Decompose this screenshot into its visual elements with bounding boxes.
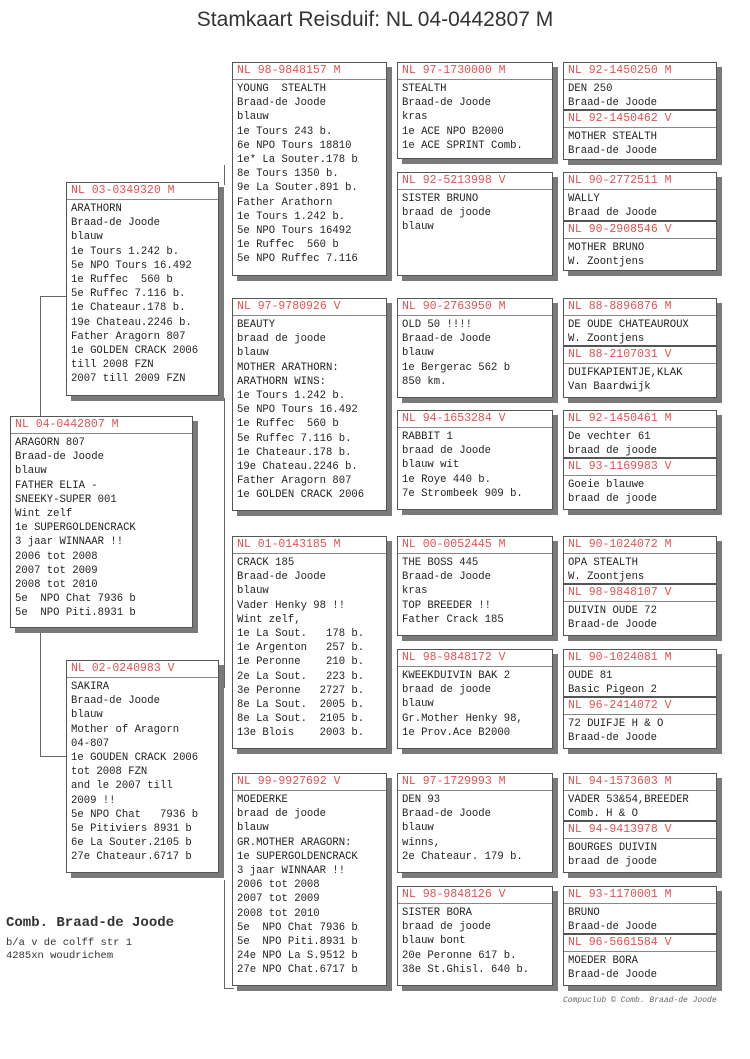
pigeon-detail-line: VADER 53&54,BREEDER (568, 794, 689, 806)
pigeon-detail-line: 19e Chateau.2246 b. (237, 461, 358, 474)
pigeon-card-fff (397, 62, 553, 159)
pigeon-detail-line: kras (402, 111, 428, 124)
pigeon-details (564, 554, 716, 584)
pigeon-details (233, 316, 386, 505)
pigeon-detail-line: 1e Tours 1.242 b. (237, 390, 346, 403)
pigeon-card-father (66, 182, 219, 396)
pigeon-detail-line: blauw (15, 465, 47, 478)
pigeon-detail-line: 2e Chateaur. 179 b. (402, 850, 523, 863)
pigeon-card-mmf (397, 773, 553, 873)
pigeon-card-fmm (397, 410, 553, 510)
pigeon-detail-line: TOP BREEDER !! (402, 599, 492, 612)
pigeon-detail-line: 1e Ruffec 560 b (237, 418, 339, 431)
ring-number: NL 97-1729993 M (398, 774, 552, 791)
pigeon-detail-line: Braad-de Joode (402, 571, 492, 584)
pigeon-detail-line: blauw (402, 698, 434, 711)
pigeon-detail-line: MOEDER BORA (568, 955, 638, 967)
pigeon-detail-line: 2008 tot 2010 (237, 907, 320, 920)
pigeon-detail-line: Braad-de Joode (568, 145, 658, 158)
pigeon-detail-line: blauw (237, 111, 269, 124)
pigeon-detail-line: Braad-de Joode (71, 217, 161, 230)
pigeon-detail-line: DUIVIN OUDE 72 (568, 605, 658, 617)
pigeon-detail-line: braad de joode (402, 207, 492, 220)
pigeon-detail-line: braad de joode (402, 921, 492, 934)
pigeon-detail-line: braad de joode (568, 856, 658, 869)
pigeon-detail-line: BEAUTY (237, 319, 276, 331)
pigeon-detail-line: Mother of Aragorn (71, 723, 180, 736)
pigeon-detail-line: blauw bont (402, 935, 466, 948)
pigeon-card-g13 (563, 773, 717, 821)
pigeon-card-g1 (563, 62, 717, 110)
pigeon-detail-line: 3 jaar WINNAAR !! (237, 865, 346, 878)
connector (224, 520, 225, 660)
pigeon-detail-line: blauw (237, 347, 269, 360)
pigeon-detail-line: 24e NPO La S.9512 b (237, 950, 358, 963)
pigeon-detail-line: Braad-de Joode (568, 969, 658, 982)
pigeon-detail-line: 5e NPO Tours 16.492 (237, 404, 358, 417)
pigeon-detail-line: 20e Peronne 617 b. (402, 949, 517, 962)
pigeon-detail-line: Braad-de Joode (402, 808, 492, 821)
ring-number: NL 98-9848172 V (398, 650, 552, 667)
ring-number: NL 92-1450461 M (564, 411, 716, 428)
pigeon-detail-line: Braad-de Joode (568, 921, 658, 934)
pigeon-detail-line: 1e Prov.Ace B2000 (402, 726, 511, 739)
ring-number: NL 98-9848126 V (398, 887, 552, 904)
pigeon-detail-line: 1e Tours 1.242 b. (71, 245, 180, 258)
pigeon-details (398, 554, 552, 629)
pigeon-detail-line: Vader Henky 98 !! (237, 599, 346, 612)
pigeon-card-g11 (563, 649, 717, 697)
pigeon-detail-line: braad de joode (568, 493, 658, 506)
pigeon-detail-line: 6e La Souter.2105 b (71, 837, 192, 850)
pigeon-detail-line: 19e Chateau.2246 b. (71, 316, 192, 329)
pigeon-card-mf (232, 536, 387, 749)
pigeon-detail-line: 8e La Sout. 2005 b. (237, 699, 365, 712)
ring-number: NL 98-9848107 V (564, 585, 716, 602)
pigeon-detail-line: blauw (237, 585, 269, 598)
pigeon-detail-line: winns, (402, 836, 441, 849)
pigeon-detail-line: blauw (237, 822, 269, 835)
pigeon-detail-line: 1e Peronne 210 b. (237, 656, 365, 669)
pigeon-detail-line: RABBIT 1 (402, 431, 453, 443)
pigeon-details (398, 80, 552, 155)
ring-number: NL 96-2414072 V (564, 698, 716, 715)
pigeon-detail-line: braad de joode (402, 684, 492, 697)
pigeon-detail-line: and le 2007 till (71, 780, 173, 793)
pigeon-detail-line: 2007 till 2009 FZN (71, 373, 186, 386)
pigeon-details (564, 667, 716, 697)
pigeon-card-fm (232, 298, 387, 511)
pigeon-detail-line: W. Zoontjens (568, 256, 645, 269)
pigeon-card-g2 (563, 110, 717, 160)
pigeon-detail-line: 5e NPO Tours 16.492 (71, 259, 192, 272)
pigeon-card-g14 (563, 821, 717, 873)
ring-number: NL 02-0240983 V (67, 661, 218, 678)
pigeon-detail-line: MOTHER BRUNO (568, 242, 645, 254)
ring-number: NL 90-2908546 V (564, 222, 716, 239)
pigeon-detail-line: 2009 !! (71, 794, 116, 807)
pigeon-detail-line: 5e Pitiviers 8931 b (71, 823, 192, 836)
pigeon-detail-line: MOEDERKE (237, 794, 288, 806)
pigeon-card-fmf (397, 298, 553, 398)
pigeon-detail-line: SISTER BORA (402, 907, 472, 919)
connector (40, 756, 66, 757)
pigeon-detail-line: DUIFKAPIENTJE,KLAK (568, 367, 683, 379)
ring-number: NL 90-2763950 M (398, 299, 552, 316)
connector (40, 628, 41, 756)
pigeon-detail-line: blauw (402, 822, 434, 835)
pigeon-card-g12 (563, 697, 717, 749)
pigeon-detail-line: 1e Argenton 257 b. (237, 642, 365, 655)
pigeon-detail-line: 1e ACE SPRINT Comb. (402, 139, 523, 152)
ring-number: NL 97-9780926 V (233, 299, 386, 316)
pigeon-detail-line: blauw wit (402, 459, 460, 472)
pigeon-detail-line: braad de joode (237, 333, 327, 346)
pigeon-detail-line: braad de Joode (402, 445, 492, 458)
pigeon-details (564, 128, 716, 160)
pigeon-detail-line: 1e ACE NPO B2000 (402, 125, 504, 138)
pigeon-detail-line: tot 2008 FZN (71, 766, 148, 779)
pigeon-detail-line: 5e NPO Ruffec 7.116 (237, 253, 358, 266)
pigeon-detail-line: SAKIRA (71, 681, 110, 693)
pigeon-detail-line: 1e Ruffec 560 b (71, 274, 173, 287)
page-title: Stamkaart Reisduif: NL 04-0442807 M (196, 8, 554, 31)
pigeon-detail-line: 1e GOLDEN CRACK 2006 (237, 489, 365, 502)
pigeon-detail-line: 1e Ruffec 560 b (237, 239, 339, 252)
pigeon-detail-line: 27e Chateaur.6717 b (71, 851, 192, 864)
ring-number: NL 94-1573603 M (564, 774, 716, 791)
pigeon-detail-line: 5e NPO Piti.8931 b (15, 607, 136, 620)
pigeon-card-g5 (563, 298, 717, 346)
pigeon-detail-line: Braad-de Joode (568, 732, 658, 745)
pigeon-detail-line: till 2008 FZN (71, 359, 154, 372)
pigeon-detail-line: 38e St.Ghisl. 640 b. (402, 963, 530, 976)
pigeon-detail-line: Braad-de Joode (237, 571, 327, 584)
pigeon-detail-line: KWEEKDUIVIN BAK 2 (402, 670, 511, 682)
pigeon-detail-line: 5e Ruffec 7.116 b. (237, 432, 352, 445)
footer-credit: Compuclub © Comb. Braad-de Joode (563, 996, 717, 1005)
ring-number: NL 98-9848157 M (233, 63, 386, 80)
pigeon-details (564, 904, 716, 934)
pigeon-detail-line: 2008 tot 2010 (15, 579, 98, 592)
pigeon-card-g15 (563, 886, 717, 934)
pigeon-details (564, 952, 716, 984)
pigeon-detail-line: ARATHORN (71, 203, 122, 215)
ring-number: NL 93-1170001 M (564, 887, 716, 904)
pigeon-card-mmm (397, 886, 553, 986)
pigeon-card-g6 (563, 346, 717, 398)
pigeon-details (564, 428, 716, 458)
connector (224, 988, 234, 989)
pigeon-detail-line: MOTHER ARATHORN: (237, 361, 339, 374)
pigeon-detail-line: Gr.Mother Henky 98, (402, 712, 523, 725)
pigeon-details (564, 80, 716, 110)
pigeon-detail-line: blauw (71, 231, 103, 244)
pigeon-detail-line: BRUNO (568, 907, 600, 919)
pigeon-detail-line: 2006 tot 2008 (237, 879, 320, 892)
pigeon-detail-line: Father Aragorn 807 (71, 330, 186, 343)
breeder-name: Comb. Braad-de Joode (6, 915, 175, 931)
pigeon-details (398, 791, 552, 866)
pigeon-detail-line: 1e La Sout. 178 b. (237, 628, 365, 641)
pigeon-detail-line: W. Zoontjens (568, 571, 645, 584)
ring-number: NL 93-1169983 V (564, 459, 716, 476)
pigeon-detail-line: 2006 tot 2008 (15, 550, 98, 563)
pigeon-detail-line: Braad-de Joode (71, 695, 161, 708)
pigeon-detail-line: 5e NPO Piti.8931 b (237, 936, 358, 949)
pigeon-detail-line: FATHER ELIA - (15, 479, 98, 492)
pigeon-details (564, 239, 716, 271)
pigeon-detail-line: 8e La Sout. 2105 b. (237, 713, 365, 726)
pigeon-detail-line: 5e NPO Chat 7936 b (15, 593, 136, 606)
pigeon-detail-line: Father Arathorn (237, 196, 333, 209)
pigeon-details (233, 80, 386, 269)
pigeon-detail-line: DEN 93 (402, 794, 441, 806)
pigeon-detail-line: De vechter 61 (568, 431, 651, 443)
pigeon-detail-line: GR.MOTHER ARAGORN: (237, 836, 352, 849)
pigeon-detail-line: blauw (71, 709, 103, 722)
pigeon-details (564, 316, 716, 346)
pigeon-detail-line: THE BOSS 445 (402, 557, 479, 569)
pigeon-card-g16 (563, 934, 717, 986)
pigeon-detail-line: Braad-de Joode (568, 619, 658, 632)
pigeon-detail-line: SISTER BRUNO (402, 193, 479, 205)
pigeon-detail-line: OLD 50 !!!! (402, 319, 472, 331)
pigeon-details (398, 904, 552, 979)
pigeon-detail-line: DE OUDE CHATEAUROUX (568, 319, 689, 331)
pigeon-details (398, 428, 552, 503)
pigeon-details (564, 839, 716, 871)
pigeon-detail-line: 1e Roye 440 b. (402, 473, 492, 486)
pigeon-detail-line: 1e Bergerac 562 b (402, 361, 511, 374)
ring-number: NL 90-1024081 M (564, 650, 716, 667)
pigeon-detail-line: 1e GOLDEN CRACK 2006 (71, 345, 199, 358)
pigeon-card-g8 (563, 458, 717, 510)
pigeon-detail-line: 5e NPO Tours 16492 (237, 225, 352, 238)
pigeon-detail-line: Goeie blauwe (568, 479, 645, 491)
pigeon-detail-line: blauw (402, 347, 434, 360)
pigeon-detail-line: 5e Ruffec 7.116 b. (71, 288, 186, 301)
pigeon-details (564, 476, 716, 508)
pigeon-details (564, 190, 716, 221)
pigeon-detail-line: 2007 tot 2009 (15, 564, 98, 577)
pigeon-details (564, 602, 716, 634)
pigeon-detail-line: DEN 250 (568, 83, 613, 95)
ring-number: NL 96-5661584 V (564, 935, 716, 952)
pigeon-detail-line: braad de joode (237, 808, 327, 821)
pigeon-detail-line: 8e Tours 1350 b. (237, 168, 339, 181)
pigeon-detail-line: 1e Chateaur.178 b. (71, 302, 186, 315)
pigeon-detail-line: Father Crack 185 (402, 613, 504, 626)
pigeon-details (67, 200, 218, 389)
connector (224, 165, 225, 185)
ring-number: NL 90-2772511 M (564, 173, 716, 190)
pigeon-detail-line: 72 DUIFJE H & O (568, 718, 664, 730)
pigeon-details (398, 316, 552, 391)
pigeon-card-ff (232, 62, 387, 276)
pigeon-detail-line: kras (402, 585, 428, 598)
pigeon-detail-line: CRACK 185 (237, 557, 295, 569)
pigeon-details (233, 791, 386, 980)
pigeon-detail-line: Father Aragorn 807 (237, 475, 352, 488)
pigeon-detail-line: 9e La Souter.891 b. (237, 182, 358, 195)
pigeon-detail-line: 1e Tours 1.242 b. (237, 210, 346, 223)
ring-number: NL 01-0143185 M (233, 537, 386, 554)
pigeon-detail-line: Van Baardwijk (568, 381, 651, 394)
ring-number: NL 88-8896876 M (564, 299, 716, 316)
pigeon-detail-line: 3 jaar WINNAAR !! (15, 536, 124, 549)
pigeon-card-mother (66, 660, 219, 873)
pigeon-detail-line: W. Zoontjens (568, 333, 645, 346)
pigeon-details (564, 791, 716, 821)
ring-number: NL 88-2107031 V (564, 347, 716, 364)
pigeon-detail-line: Braad-de Joode (568, 97, 658, 110)
ring-number: NL 00-0052445 M (398, 537, 552, 554)
pigeon-details (233, 554, 386, 743)
pigeon-card-subject (10, 416, 193, 628)
ring-number: NL 94-1653284 V (398, 411, 552, 428)
pigeon-detail-line: braad de joode (568, 445, 658, 458)
pigeon-detail-line: 2007 tot 2009 (237, 893, 320, 906)
connector (40, 296, 66, 297)
connector (40, 296, 41, 416)
pigeon-detail-line: 1e SUPERGOLDENCRACK (15, 522, 136, 535)
pigeon-detail-line: ARAGORN 807 (15, 437, 85, 449)
pigeon-card-g7 (563, 410, 717, 458)
pigeon-card-mff (397, 536, 553, 636)
breeder-address: b/a v de colff str 1 (6, 937, 133, 949)
pigeon-details (564, 715, 716, 747)
pigeon-detail-line: 1e Chateaur.178 b. (237, 446, 352, 459)
pigeon-detail-line: Wint zelf (15, 508, 73, 521)
pigeon-detail-line: 1e SUPERGOLDENCRACK (237, 850, 358, 863)
ring-number: NL 94-9413978 V (564, 822, 716, 839)
pigeon-detail-line: Braad de Joode (568, 207, 658, 220)
pigeon-detail-line: Braad-de Joode (402, 333, 492, 346)
pigeon-detail-line: STEALTH (402, 83, 447, 95)
pigeon-detail-line: 04-807 (71, 737, 110, 750)
pigeon-detail-line: MOTHER STEALTH (568, 131, 658, 143)
pigeon-detail-line: Comb. H & O (568, 808, 638, 821)
pigeon-card-ffm (397, 172, 553, 276)
pigeon-detail-line: 27e NPO Chat.6717 b (237, 964, 358, 977)
pigeon-detail-line: 2e La Sout. 223 b. (237, 670, 365, 683)
ring-number: NL 92-1450462 V (564, 111, 716, 128)
ring-number: NL 92-5213998 V (398, 173, 552, 190)
pigeon-detail-line: YOUNG STEALTH (237, 83, 327, 95)
pigeon-detail-line: Braad-de Joode (15, 451, 105, 464)
pigeon-detail-line: OPA STEALTH (568, 557, 638, 569)
pigeon-details (398, 190, 552, 237)
pigeon-card-mfm (397, 649, 553, 749)
pigeon-detail-line: Wint zelf, (237, 613, 301, 626)
pigeon-detail-line: 6e NPO Tours 18810 (237, 139, 352, 152)
pigeon-detail-line: SNEEKY-SUPER 001 (15, 493, 117, 506)
pigeon-details (398, 667, 552, 742)
pigeon-detail-line: 7e Strombeek 909 b. (402, 487, 523, 500)
pigeon-card-g4 (563, 221, 717, 271)
pigeon-details (67, 678, 218, 867)
pigeon-card-g9 (563, 536, 717, 584)
ring-number: NL 99-9927692 V (233, 774, 386, 791)
pigeon-detail-line: 1e Tours 243 b. (237, 125, 333, 138)
pigeon-detail-line: BOURGES DUIVIN (568, 842, 658, 854)
pigeon-detail-line: 5e NPO Chat 7936 b (237, 921, 358, 934)
pigeon-detail-line: 850 km. (402, 375, 447, 388)
pigeon-detail-line: WALLY (568, 193, 600, 205)
ring-number: NL 90-1024072 M (564, 537, 716, 554)
ring-number: NL 97-1730000 M (398, 63, 552, 80)
pigeon-detail-line: 1e GOUDEN CRACK 2006 (71, 752, 199, 765)
pigeon-details (564, 364, 716, 396)
pigeon-detail-line: Braad-de Joode (402, 97, 492, 110)
pigeon-card-g3 (563, 172, 717, 221)
pigeon-detail-line: ARATHORN WINS: (237, 375, 327, 388)
pigeon-detail-line: Braad-de Joode (237, 97, 327, 110)
pigeon-details (11, 434, 192, 623)
pigeon-detail-line: Basic Pigeon 2 (568, 684, 658, 697)
pigeon-detail-line: blauw (402, 221, 434, 234)
pigeon-detail-line: OUDE 81 (568, 670, 613, 682)
pigeon-detail-line: 3e Peronne 2727 b. (237, 684, 365, 697)
pigeon-card-mm (232, 773, 387, 986)
ring-number: NL 03-0349320 M (67, 183, 218, 200)
ring-number: NL 04-0442807 M (11, 417, 192, 434)
ring-number: NL 92-1450250 M (564, 63, 716, 80)
pigeon-card-g10 (563, 584, 717, 636)
pigeon-detail-line: 13e Blois 2003 b. (237, 727, 365, 740)
breeder-postcode: 4285xn woudrichem (6, 950, 114, 962)
connector (224, 880, 225, 988)
pigeon-detail-line: 1e* La Souter.178 b (237, 154, 358, 167)
pigeon-detail-line: 5e NPO Chat 7936 b (71, 808, 199, 821)
